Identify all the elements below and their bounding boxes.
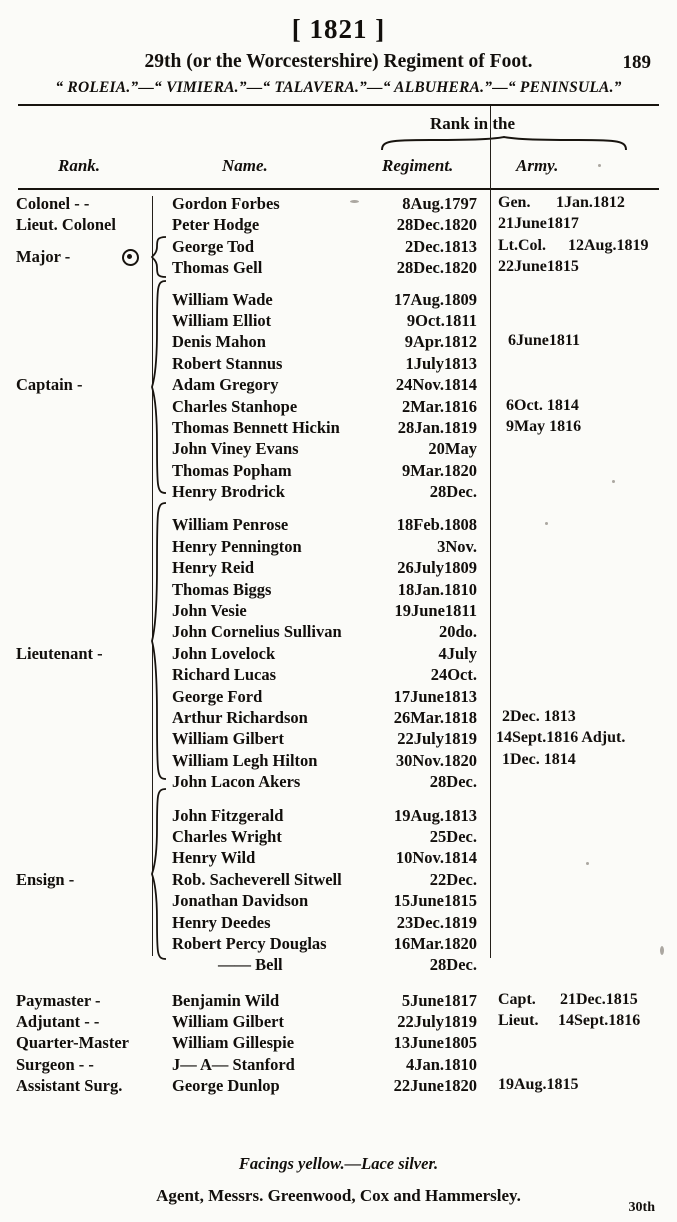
officer-name: Jonathan Davidson xyxy=(172,891,309,911)
regiment-date: 19Aug.1813 xyxy=(394,805,477,825)
officer-name: Henry Deedes xyxy=(172,912,271,932)
regiment-date: 20May xyxy=(428,439,477,459)
table-row xyxy=(0,558,677,579)
officer-name: John Cornelius Sullivan xyxy=(172,622,342,642)
table-row xyxy=(0,397,677,418)
table-row xyxy=(0,708,677,729)
regiment-date: 25Dec. xyxy=(429,826,477,846)
paper-speck xyxy=(598,164,601,167)
table-row xyxy=(0,991,677,1012)
table-row xyxy=(0,665,677,686)
table-row xyxy=(0,515,677,536)
table-row xyxy=(0,482,677,503)
table-top-divider xyxy=(18,188,659,190)
regiment-title: 29th (or the Worcestershire) Regiment of Foot. xyxy=(144,51,533,72)
officer-name: John Vesie xyxy=(172,601,247,621)
next-regiment-signature: 30th xyxy=(628,1200,655,1215)
agent-note: Agent, Messrs. Greenwood, Cox and Hammersley. xyxy=(156,1186,521,1205)
regiment-date: 2Dec.1813 xyxy=(405,236,477,256)
table-row xyxy=(0,729,677,750)
table-row xyxy=(0,311,677,332)
regiment-date: 16Mar.1820 xyxy=(393,933,477,953)
rank-label: Assistant Surg. xyxy=(16,1076,123,1096)
officer-name: Thomas Popham xyxy=(172,460,292,480)
regiment-date: 3Nov. xyxy=(437,536,477,556)
regiment-date: 4Jan.1810 xyxy=(405,1054,477,1074)
regiment-date: 19June1811 xyxy=(394,601,477,621)
table-row xyxy=(0,955,677,976)
paper-speck xyxy=(612,480,615,483)
regiment-date: 28Dec.1820 xyxy=(396,258,477,278)
army-date: 19Aug.1815 xyxy=(498,1076,579,1094)
paper-speck xyxy=(660,946,664,955)
paper-speck xyxy=(545,522,548,525)
regiment-date: 28Dec. xyxy=(429,772,477,792)
rank-label: Ensign - xyxy=(16,870,75,890)
rank-label: Adjutant - - xyxy=(16,1012,100,1032)
regiment-date: 13June1805 xyxy=(393,1033,477,1053)
table-body xyxy=(0,194,677,1096)
army-rank: Capt. xyxy=(498,990,536,1008)
regiment-date: 23Dec.1819 xyxy=(396,912,477,932)
officer-name: Thomas Gell xyxy=(172,258,263,278)
table-row xyxy=(0,290,677,311)
regiment-date: 28Dec. xyxy=(429,955,477,975)
officer-name: William Gillespie xyxy=(172,1033,295,1053)
regiment-date: 9Apr.1812 xyxy=(404,332,477,352)
army-rank: Lieut. xyxy=(498,1012,539,1030)
officer-name: Henry Reid xyxy=(172,558,255,578)
army-date: 22June1815 xyxy=(498,258,579,276)
table-row xyxy=(0,870,677,891)
table-row xyxy=(0,418,677,439)
army-date: 1Jan.1812 xyxy=(556,194,625,211)
regiment-date: 1July1813 xyxy=(405,353,477,373)
officer-name: J— A— Stanford xyxy=(172,1054,295,1074)
officer-name: Robert Percy Douglas xyxy=(172,933,327,953)
table-row xyxy=(0,913,677,934)
rank-label: Quarter-Master xyxy=(16,1033,129,1053)
regiment-date: 18Jan.1810 xyxy=(397,579,477,599)
officer-name: Charles Wright xyxy=(172,826,282,846)
regiment-date: 28Jan.1819 xyxy=(397,417,477,437)
table-row xyxy=(0,354,677,375)
officer-name: Charles Stanhope xyxy=(172,396,298,416)
officer-name: John Lacon Akers xyxy=(172,772,301,792)
table-row xyxy=(0,1033,677,1054)
table-row xyxy=(0,461,677,482)
officer-name: John Fitzgerald xyxy=(172,805,284,825)
officer-name: Gordon Forbes xyxy=(172,194,280,213)
regiment-date: 18Feb.1808 xyxy=(396,515,477,535)
column-header-name: Name. xyxy=(222,156,268,175)
column-header-army: Army. xyxy=(516,156,559,175)
table-row xyxy=(0,215,677,236)
regiment-date: 20do. xyxy=(438,622,477,642)
officer-name: William Gilbert xyxy=(172,1012,284,1032)
army-date: 1Dec. 1814 xyxy=(502,750,576,768)
regiment-date: 22Dec. xyxy=(429,869,477,889)
page-footer xyxy=(0,1154,677,1222)
rank-label: Paymaster - xyxy=(16,990,101,1010)
army-date: 21June1817 xyxy=(498,215,579,233)
army-date: 6Oct. 1814 xyxy=(506,396,579,414)
table-row xyxy=(0,375,677,396)
table-row xyxy=(0,687,677,708)
table-row xyxy=(0,236,677,266)
regiment-date: 9Mar.1820 xyxy=(401,460,477,480)
table-row xyxy=(0,934,677,955)
army-date: 14Sept.1816 xyxy=(558,1012,641,1030)
regiment-date: 22July1819 xyxy=(397,729,477,749)
facings-note: Facings yellow.—Lace silver. xyxy=(238,1154,439,1173)
army-date: 2Dec. 1813 xyxy=(502,707,576,725)
page xyxy=(0,14,677,1222)
column-header-regiment: Regiment. xyxy=(382,156,454,175)
officer-name: John Lovelock xyxy=(172,643,276,663)
paper-speck xyxy=(350,200,359,203)
table-row xyxy=(0,1076,677,1097)
officer-name: Richard Lucas xyxy=(172,665,277,685)
officer-name: Henry Pennington xyxy=(172,536,302,556)
rank-label: Lieutenant - xyxy=(16,643,103,663)
battle-honours: “ ROLEIA.”—“ VIMIERA.”—“ TALAVERA.”—“ ALBUHERA.”—“ PENINSULA.” xyxy=(55,79,622,96)
regiment-date: 5June1817 xyxy=(401,990,477,1010)
rank-in-the-label: Rank in the xyxy=(430,114,516,133)
table-row xyxy=(0,644,677,665)
regiment-date: 10Nov.1814 xyxy=(395,848,477,868)
army-rank: Lt.Col. xyxy=(498,236,546,254)
table-row xyxy=(0,772,677,793)
page-number: 189 xyxy=(622,52,651,73)
rank-label: Surgeon - - xyxy=(16,1054,94,1074)
army-rank: Gen. xyxy=(498,194,531,211)
table-row xyxy=(0,806,677,827)
rank-label: Major - xyxy=(16,246,71,266)
regiment-date: 22June1820 xyxy=(393,1076,477,1096)
regiment-heading xyxy=(0,51,677,73)
officer-name: Adam Gregory xyxy=(172,375,279,395)
officer-name: Rob. Sacheverell Sitwell xyxy=(172,869,342,889)
column-header-rank: Rank. xyxy=(58,156,101,175)
regiment-date: 28Dec. xyxy=(429,482,477,502)
table-row xyxy=(0,332,677,353)
table-row xyxy=(0,258,677,279)
officer-name: Peter Hodge xyxy=(172,215,260,235)
regiment-date: 24Oct. xyxy=(430,665,477,685)
table-row xyxy=(0,580,677,601)
rank-label: Lieut. Colonel xyxy=(16,215,116,235)
regiment-date: 22July1819 xyxy=(397,1012,477,1032)
regiment-date: 24Nov.1814 xyxy=(395,375,477,395)
army-date: 6June1811 xyxy=(508,332,581,350)
officer-name: William Legh Hilton xyxy=(172,750,318,770)
officer-name: Thomas Bennett Hickin xyxy=(172,417,340,437)
army-date: 12Aug.1819 xyxy=(568,236,649,254)
army-date: 9May 1816 xyxy=(506,417,582,435)
officer-name: William Elliot xyxy=(172,310,272,330)
officer-name: Arthur Richardson xyxy=(172,707,308,727)
officer-name: George Ford xyxy=(172,686,263,706)
regiment-date: 8Aug.1797 xyxy=(402,194,477,213)
table-row xyxy=(0,848,677,869)
officer-name: —— Bell xyxy=(218,955,283,975)
army-date: 21Dec.1815 xyxy=(560,990,638,1008)
regiment-date: 15June1815 xyxy=(393,891,477,911)
regiment-date: 9Oct.1811 xyxy=(406,310,477,330)
table-row xyxy=(0,622,677,643)
table-row xyxy=(0,601,677,622)
rank-group-brace xyxy=(380,136,630,152)
paper-speck xyxy=(586,862,589,865)
officer-name: John Viney Evans xyxy=(172,439,299,459)
officer-name: Benjamin Wild xyxy=(172,990,280,1010)
regiment-date: 4July xyxy=(438,643,477,663)
table-row xyxy=(0,1055,677,1076)
officer-name: Henry Brodrick xyxy=(172,482,285,502)
table-row xyxy=(0,537,677,558)
regiment-date: 17Aug.1809 xyxy=(394,289,477,309)
regiment-date: 28Dec.1820 xyxy=(396,215,477,235)
officer-name: George Dunlop xyxy=(172,1076,280,1096)
year-heading: [ 1821 ] xyxy=(291,14,386,44)
officer-name: Denis Mahon xyxy=(172,332,266,352)
column-headers xyxy=(0,106,677,188)
rank-label: Colonel - - xyxy=(16,194,90,213)
table-row xyxy=(0,827,677,848)
officer-name: Thomas Biggs xyxy=(172,579,272,599)
officer-name: George Tod xyxy=(172,236,255,256)
regiment-date: 26Mar.1818 xyxy=(393,707,477,727)
table-row xyxy=(0,751,677,772)
regiment-date: 17June1813 xyxy=(393,686,477,706)
army-date: 14Sept.1816 Adjut. xyxy=(496,729,626,747)
officer-name: Robert Stannus xyxy=(172,353,283,373)
regiment-date: 2Mar.1816 xyxy=(401,396,477,416)
table-row xyxy=(0,194,677,215)
officer-name: William Penrose xyxy=(172,515,289,535)
table-row xyxy=(0,439,677,460)
officer-name: William Wade xyxy=(172,289,273,309)
rank-label: Captain - xyxy=(16,375,83,395)
officer-name: Henry Wild xyxy=(172,848,256,868)
officer-name: William Gilbert xyxy=(172,729,284,749)
regiment-date: 26July1809 xyxy=(397,558,477,578)
table-row xyxy=(0,1012,677,1033)
regiment-date: 30Nov.1820 xyxy=(395,750,477,770)
